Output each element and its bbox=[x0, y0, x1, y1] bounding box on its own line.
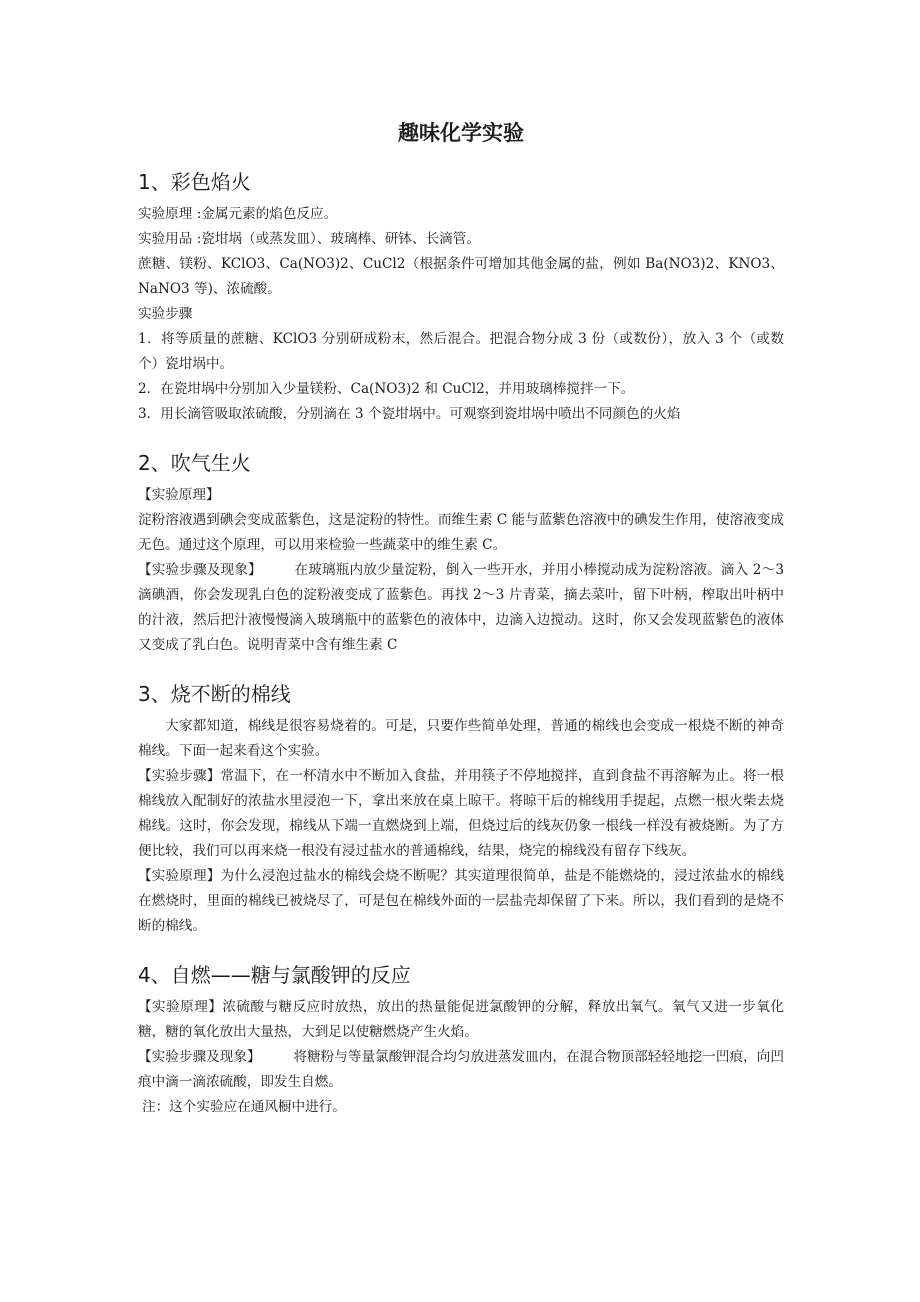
section-heading: 2、吹气生火 bbox=[138, 451, 251, 475]
experiment-step-2: 2．在瓷坩埚中分别加入少量镁粉、Ca(NO3)2 和 CuCl2，并用玻璃棒搅拌一下。 bbox=[138, 381, 635, 397]
principle-text: 【实验原理】为什么浸泡过盐水的棉线会烧不断呢？其实道理很简单，盐是不能燃烧的，浸过浓盐水的棉线在燃烧时，里面的棉线已被烧尽了，可是包在棉线外面的一层盐壳却保留了下来。所以，我们看到的是烧不断的棉线。 bbox=[138, 868, 784, 934]
steps-text: 【实验步骤】常温下，在一杯清水中不断加入食盐，并用筷子不停地搅拌，直到食盐不再溶解为止。将一根棉线放入配制好的浓盐水里浸泡一下，拿出来放在桌上晾干。将晾干后的棉线用手提起，点燃一根火柴去烧棉线。这时，你会发现，棉线从下端一直燃烧到上端，但烧过后的线灰仍象一根线一样没有被烧断。为了方便比较，我们可以再来烧一根没有浸过盐水的普通棉线，结果，烧完的棉线没有留存下线灰。 bbox=[138, 768, 784, 859]
steps-paragraph bbox=[138, 558, 784, 658]
document-title: 趣味化学实验 bbox=[398, 121, 524, 145]
experiment-equipment: 实验用品 :瓷坩埚（或蒸发皿）、玻璃棒、研钵、长滴管。 bbox=[138, 231, 480, 247]
section-heading: 4、自燃——糖与氯酸钾的反应 bbox=[138, 963, 411, 987]
principle-label: 【实验原理】 bbox=[138, 487, 220, 503]
intro-text: 大家都知道，棉线是很容易烧着的。可是，只要作些简单处理，普通的棉线也会变成一根烧不断的神奇棉线。下面一起来看这个实验。 bbox=[138, 718, 784, 759]
section-blow-fire bbox=[138, 449, 784, 658]
experiment-step-1: 1．将等质量的蔗糖、KClO3 分别研成粉末，然后混合。把混合物分成 3 份（或数份），放入 3 个（或数个）瓷坩埚中。 bbox=[138, 331, 784, 372]
safety-note: 注：这个实验应在通风橱中进行。 bbox=[142, 1099, 346, 1115]
principle-text: 淀粉溶液遇到碘会变成蓝紫色，这是淀粉的特性。而维生素 C 能与蓝紫色溶液中的碘发生作用，使溶液变成无色。通过这个原理，可以用来检验一些蔬菜中的维生素 C。 bbox=[138, 512, 784, 553]
steps-label: 【实验步骤及现象】 bbox=[138, 562, 262, 578]
section-heading: 3、烧不断的棉线 bbox=[138, 682, 291, 706]
experiment-reagents: 蔗糖、镁粉、KClO3、Ca(NO3)2、CuCl2（根据条件可增加其他金属的盐，例如 Ba(NO3)2、KNO3、NaNO3 等)、浓硫酸。 bbox=[138, 256, 784, 297]
experiment-step-3: 3．用长滴管吸取浓硫酸，分别滴在 3 个瓷坩埚中。可观察到瓷坩埚中喷出不同颜色的火焰 bbox=[138, 406, 681, 422]
steps-text: 在玻璃瓶内放少量淀粉，倒入一些开水，并用小棒搅动成为淀粉溶液。滴入 2～3 滴碘酒，你会发现乳白色的淀粉液变成了蓝紫色。再找 2～3 片青菜，摘去菜叶，留下叶柄，榨取出叶柄中的汁液，然后把汁液慢慢滴入玻璃瓶中的蓝紫色的液体中，边滴入边搅动。这时，你又会发现蓝紫色的液体又变成了乳白色。说明青菜中含有维生素 C bbox=[138, 562, 785, 653]
section-heading: 1、彩色焰火 bbox=[138, 170, 251, 194]
section-spontaneous-combustion bbox=[138, 961, 784, 1120]
experiment-steps-label: 实验步骤 bbox=[138, 306, 193, 322]
document-page bbox=[138, 118, 784, 1120]
steps-label: 【实验步骤及现象】 bbox=[138, 1049, 261, 1065]
section-colorful-fireworks bbox=[138, 168, 784, 427]
steps-text: 将糖粉与等量氯酸钾混合均匀放进蒸发皿内，在混合物顶部轻轻地挖一凹痕，向凹痕中滴一滴浓硫酸，即发生自燃。 bbox=[138, 1049, 785, 1090]
experiment-principle: 实验原理 :金属元素的焰色反应。 bbox=[138, 206, 338, 222]
section-unbreakable-thread bbox=[138, 680, 784, 939]
principle-text: 【实验原理】浓硫酸与糖反应时放热，放出的热量能促进氯酸钾的分解，释放出氧气。氧气又进一步氧化糖，糖的氧化放出大量热，大到足以使糖燃烧产生火焰。 bbox=[138, 999, 784, 1040]
steps-paragraph bbox=[138, 1045, 784, 1095]
